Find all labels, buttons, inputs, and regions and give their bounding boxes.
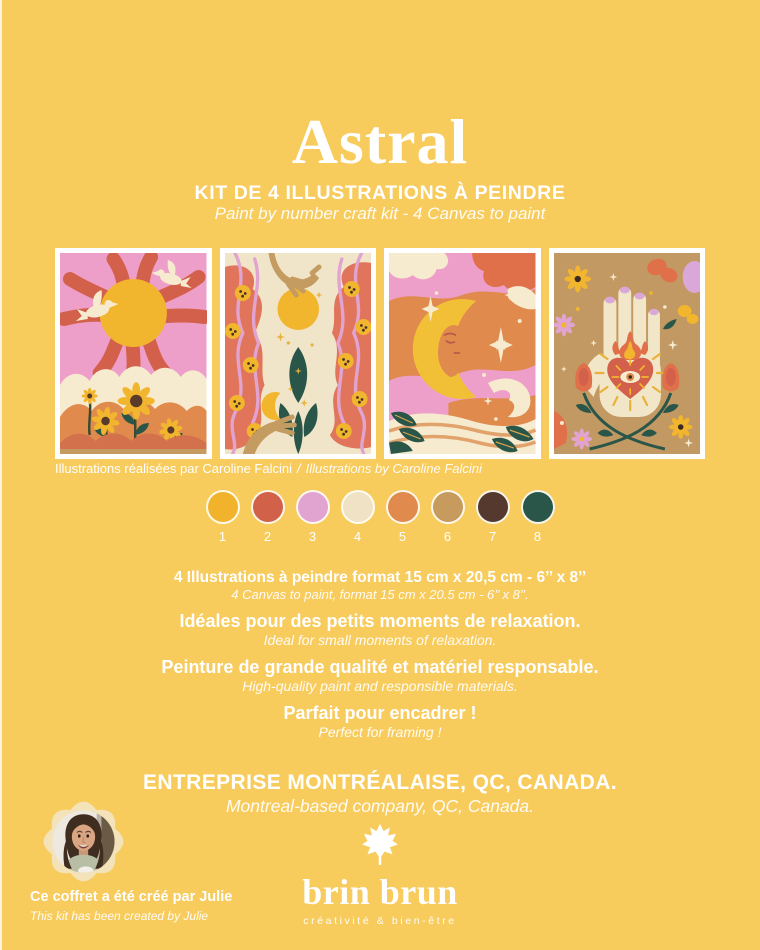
illustrator-credit (55, 461, 482, 476)
paint-swatch (476, 490, 510, 544)
paint-color-dot (341, 490, 375, 524)
feature-list (0, 569, 760, 749)
feature-en: 4 Canvas to paint, format 15 cm x 20.5 cm - 6’’ x 8’’. (231, 587, 529, 602)
paint-color-dot (251, 490, 285, 524)
paint-color-number: 3 (308, 529, 317, 544)
company-statement-en: Montreal-based company, QC, Canada. (225, 796, 535, 816)
credit-separator: / (297, 461, 301, 476)
paint-color-number: 8 (533, 529, 542, 544)
feature-fr: Parfait pour encadrer ! (283, 703, 477, 723)
sunflower-icon (82, 388, 98, 405)
canvas-gallery (55, 248, 705, 459)
paint-swatch (296, 490, 330, 544)
illustration-crescent-moon (389, 253, 536, 454)
subtitle-en: Paint by number craft kit - 4 Canvas to paint (214, 204, 546, 223)
paint-swatch (251, 490, 285, 544)
paint-swatch (431, 490, 465, 544)
paint-color-dot (296, 490, 330, 524)
paint-color-dot (521, 490, 555, 524)
eye-icon (620, 371, 640, 383)
canvas-panel-1 (55, 248, 212, 459)
paint-color-number: 1 (218, 529, 227, 544)
paint-color-number: 7 (488, 529, 497, 544)
canvas-panel-3 (384, 248, 541, 459)
paint-color-dot (431, 490, 465, 524)
daisy-icon (564, 266, 591, 293)
paint-swatch (521, 490, 555, 544)
paint-color-dot (476, 490, 510, 524)
paint-color-dot (386, 490, 420, 524)
paint-palette (0, 490, 760, 544)
feature-en: Ideal for small moments of relaxation. (263, 632, 497, 648)
paint-swatch (341, 490, 375, 544)
paint-color-dot (206, 490, 240, 524)
daisy-icon (668, 415, 692, 439)
feature-fr: Idéales pour des petits moments de relaxation. (179, 611, 581, 631)
company-statement-fr: ENTREPRISE MONTRÉALAISE, QC, CANADA. (142, 771, 618, 794)
paint-color-number: 2 (263, 529, 272, 544)
brand-name: brin brun (302, 872, 458, 912)
paint-color-number: 5 (398, 529, 407, 544)
subtitle-fr: KIT DE 4 ILLUSTRATIONS À PEINDRE (194, 182, 566, 204)
illustration-hand-heart-eye (554, 253, 701, 454)
paint-swatch (206, 490, 240, 544)
feature-fr: Peinture de grande qualité et matériel responsable. (161, 657, 599, 677)
paint-swatch (386, 490, 420, 544)
credit-en: Illustrations by Caroline Falcini (305, 461, 482, 476)
feature-en: High-quality paint and responsible materials. (242, 678, 518, 694)
canvas-panel-4 (549, 248, 706, 459)
illustration-sun-doves (60, 253, 207, 454)
feature-en: Perfect for framing ! (318, 724, 442, 740)
canvas-panel-2 (220, 248, 377, 459)
product-title: Astral (291, 106, 469, 177)
feature-fr: 4 Illustrations à peindre format 15 cm x 20,5 cm - 6’’ x 8’’ (173, 569, 587, 586)
creator-fr: Ce coffret a été créé par Julie (30, 889, 233, 905)
daisy-icon (571, 429, 592, 450)
credit-fr: Illustrations réalisées par Caroline Falcini (55, 461, 292, 476)
illustration-hands-moon (225, 253, 372, 454)
creator-en: This kit has been created by Julie (30, 909, 209, 923)
brand-tagline: créativité & bien-être (303, 915, 457, 927)
brand-logo (0, 874, 760, 927)
paint-color-number: 6 (443, 529, 452, 544)
sunflower-icon (118, 382, 155, 420)
paint-color-number: 4 (353, 529, 362, 544)
